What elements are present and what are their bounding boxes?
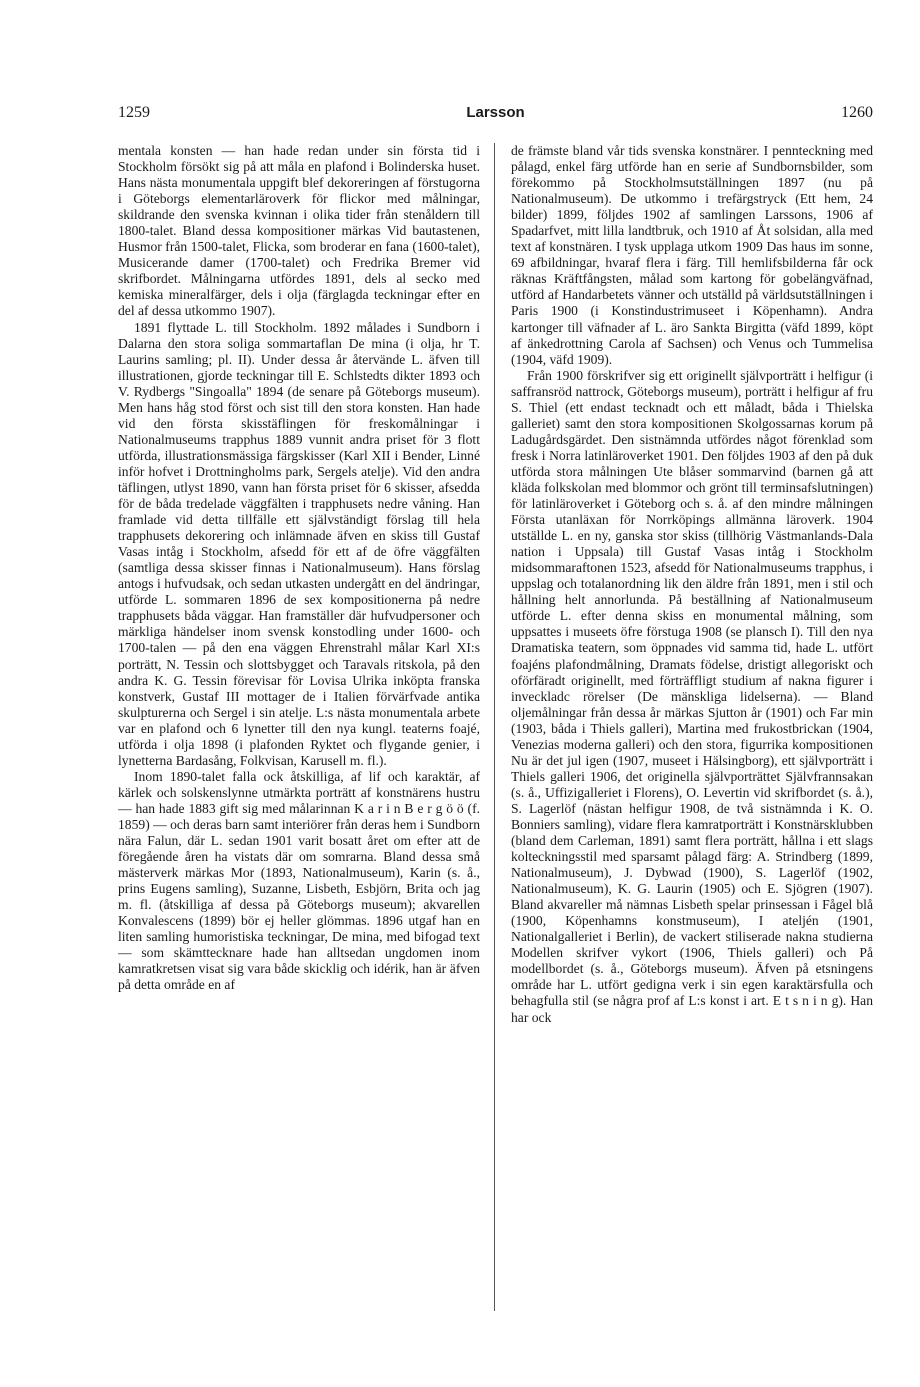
page-number-right: 1260 xyxy=(841,104,873,121)
paragraph: de främste bland vår tids svenska konstnärer. I pennteckning med pålagd, enkel färg utförde han en serie af Sundbornsbilder, som förekommo på Stockholmsutställningen 1897 (nu på Nationalmuseum). De utkommo i trefärgstryck (Ett hem, 24 bilder) 1899, följdes 1902 af samlingen Larssons, 1906 af Spadarfvet, mitt lilla landtbruk, och 1910 af Åt solsidan, alla med text af konstnären. I tysk upplaga utkom 1909 Das haus im sonne, 69 afbildningar, hvaraf flera i färg. Till hemlifsbilderna får ock räknas Kräftfångsten, målad som kartong för gobelängväfnad, utförd af Handarbetets vänner och utställd på världsutställningen i Paris 1900 (i Konstindustrimuseet i Köpenhamn). Andra kartonger till väfnader af L. äro Sankta Birgitta (väfd 1899, köpt af änkedrottning Carola af Sachsen) och Venus och Tummelisa (1904, väfd 1909). xyxy=(511,143,873,367)
right-column xyxy=(511,143,873,1026)
paragraph: Från 1900 förskrifver sig ett originellt självporträtt i helfigur (i saffransröd nattrock, Göteborgs museum), porträtt i helfigur af fru S. Thiel (ett endast tecknadt och ett måladt, båda i Thielska galleriet) samt den stora kompositionen Skolgossarnas korum på Ladugårdsgärdet. Den sistnämnda utfördes något förenklad som fresk i Norra latinläroverket 1901. Den följdes 1903 af den på duk utförda stora målningen Ute blåser sommarvind (barnen gå att kläda folkskolan med blommor och grönt till terminsafslutningen) för latinläroverket i Göteborg och s. å. af den mindre målningen Första utanläxan för Norrköpings allmänna läroverk. 1904 utställde L. en ny, ganska stor skiss (tillhörig Västmanlands-Dala nation i Uppsala) till Gustaf Vasas intåg i Stockholm midsommaraftonen 1523, afsedd för Nationalmuseums trapphus, i uppslag och totalanordning lik den äldre från 1891, men i stil och hållning helt annorlunda. På beställning af Nationalmuseum utförde L. efter denna skiss en monumental målning, som uppsattes i museets öfre förstuga 1908 (se plansch I). Till den nya Dramatiska teatern, som öppnades vid samma tid, hade L. utfört foajéns plafondmålning, Dramats födelse, dristigt allegoriskt och oförfäradt originellt, med förträffligt studium af nakna figurer i inveckladc rörelser (De mänskliga lidelserna). — Bland oljemålningar från dessa år märkas Sjutton år (1901) och Far min (1903, båda i Thiels galleri), Martina med frukostbrickan (1904, Venezias moderna galleri) och den stora, figurrika kompositionen Nu är det jul igen (1907, museet i Hälsingborg), ett självporträtt i Thiels galleri 1906, det originella självporträttet Självfrannsakan (s. å., Uffizigalleriet i Florens), O. Levertin vid skrifbordet (s. å.), S. Lagerlöf (nästan helfigur 1908, de två sistnämnda i K. O. Bonniers samling), vidare flera kamratporträtt i Konstnärsklubben (bland dem Carleman, 1891) samt flera porträtt, hållna i ett slags kolteckningsstil med sparsamt pålagd färg: A. Strindberg (1899, Nationalmuseum), J. Dybwad (1900), S. Lagerlöf (1902, Nationalmuseum), K. G. Laurin (1905) och E. Sjögren (1907). Bland akvareller må nämnas Lisbeth spelar prinsessan i Fågel blå (1900, Köpenhamns konstmuseum), I ateljén (1901, Nationalgalleriet i Berlin), de vackert stiliserade nakna studierna Modellen skrifver vykort (1906, Thiels galleri) och På modellbordet (s. å., Göteborgs museum). Äfven på etsningens område har L. utfört gedigna verk i sin egen karaktärsfulla och behagfulla stil (se några prof af L:s konst i art. E t s n i n g). Han har ock xyxy=(511,367,873,1025)
paragraph: mentala konsten — han hade redan under sin första tid i Stockholm försökt sig på att måla en plafond i Bolinderska huset. Hans nästa monumentala uppgift blef dekoreringen af förstugorna i Göteborgs elementarläroverk för flickor med målningar, skildrande den svenska kvinnan i olika tider från stenåldern till 1800-talet. Bland dessa kompositioner märkas Vid bautastenen, Husmor från 1500-talet, Flicka, som broderar en fana (1600-talet), Musicerande damer (1700-talet) och Fredrika Bremer vid skrifbordet. Målningarna utfördes 1891, dels al secko med kemiska mineralfärger, dels i olja (färglagda teckningar efter en del af dessa utkommo 1907). xyxy=(118,143,480,319)
page-header xyxy=(118,104,873,128)
paragraph: 1891 flyttade L. till Stockholm. 1892 målades i Sundborn i Dalarna den stora soliga sommartaflan De mina (i olja, hr T. Laurins samling; pl. II). Under dessa år återvände L. äfven till illustrationen, gjorde teckningar till E. Schlstedts dikter 1893 och V. Rydbergs "Singoalla" 1894 (de senare på Göteborgs museum). Men hans håg stod först och sist till den stora konsten. Han hade vid den första skisstäflingen för freskomålningar i Nationalmuseums trapphus 1889 vunnit andra priset för 3 flott utförda, illustrationsmässiga färgskisser (Karl XII i Bender, Linné inför hofvet i Drottningholms park, Sergels atelje). Vid den andra täflingen, utlyst 1890, vann han första priset för 6 skisser, afsedda för de båda tredelade väggfälten i trapphusets nedre våning. Han framlade vid detta tillfälle ett självständigt förslag till hela trapphusets dekorering och inlämnade äfven en skiss till Gustaf Vasas intåg i Stockholm, afsedd för ett af de öfre väggfälten (samtliga dessa skisser finnas i Nationalmuseum). Hans förslag antogs i hufvudsak, och sedan utkasten undergått en del ändringar, utförde L. sommaren 1896 de sex kompositionerna på nedre trapphusets båda väggar. Han framställer där hufvudpersoner och märkliga händelser inom svensk konstodling under 1600- och 1700-talen — på den ena väggen Ehrenstrahl målar Karl XI:s porträtt, N. Tessin och slottsbygget och Taravals ritskola, på den andra K. G. Tessin förevisar för Lovisa Ulrika inköpta franska konstverk, Gustaf III mottager de i Italien förvärfvade antika skulpturerna och Sergel i sin atelje. L:s nästa monumentala arbete var en plafond och 6 lynetter till den nya kungl. teaterns foajé, utförda i olja 1898 (i plafonden Ryktet och flygande genier, i lynetterna Bardasång, Folkvisan, Karusell m. fl.). xyxy=(118,319,480,768)
page-number-left: 1259 xyxy=(118,104,150,121)
running-title: Larsson xyxy=(466,104,525,121)
paragraph: Inom 1890-talet falla ock åtskilliga, af lif och karaktär, af kärlek och solskenslynne utmärkta porträtt af konstnärens hustru — han hade 1883 gift sig med målarinnan K a r i n B e r g ö ö (f. 1859) — och deras barn samt interiörer från deras hem i Sundborn nära Falun, där L. sedan 1901 varit bosatt året om efter att de föregående åren ha vistats där om somrarna. Bland dessa små mästerverk märkas Mor (1893, Nationalmuseum), Karin (s. å., prins Eugens samling), Suzanne, Lisbeth, Esbjörn, Brita och jag m. fl. (åtskilliga af dessa på Göteborgs museum); akvarellen Konvalescens (1899) bör ej heller glömmas. 1896 utgaf han en liten samling humoristiska teckningar, De mina, med bifogad text — som skämttecknare hade han alltsedan ungdomen inom kamratkretsen visat sig vara både skicklig och idérik, han är äfven på detta område en af xyxy=(118,768,481,993)
column-divider xyxy=(494,143,495,1311)
left-column xyxy=(118,143,480,993)
